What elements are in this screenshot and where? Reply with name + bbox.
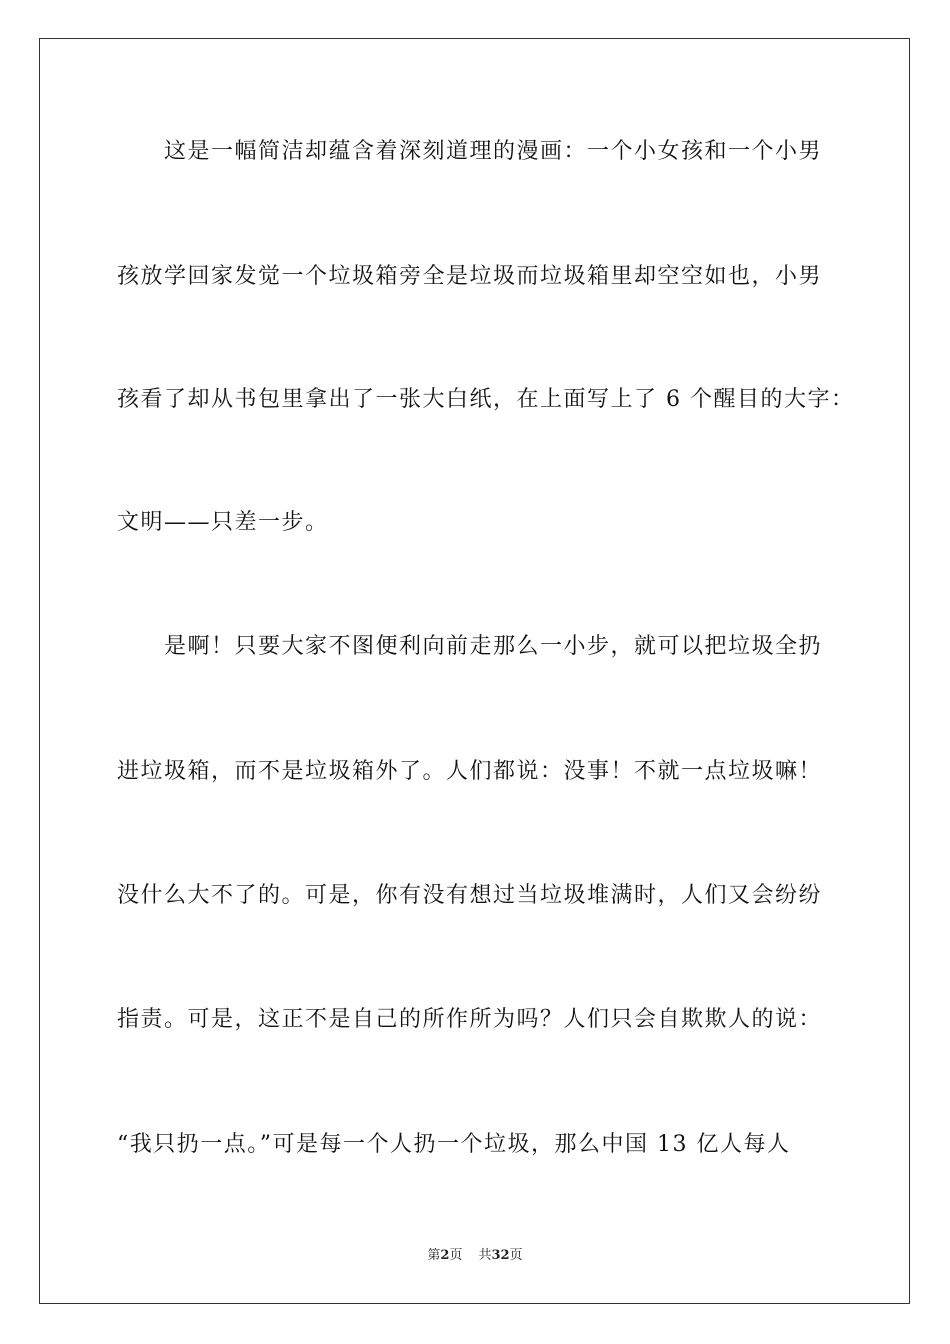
paragraph-1-line-2: 孩放学回家发觉一个垃圾箱旁全是垃圾而垃圾箱里却空空如也，小男 [117,264,823,289]
total-label-suffix: 页 [509,1248,523,1263]
total-pages: 32 [491,1248,510,1263]
page-number: 2 [440,1248,450,1263]
paragraph-2-line-4: 指责。可是，这正不是自己的所作所为吗？人们只会自欺欺人的说： [117,1007,823,1032]
paragraph-2-line-1: 是啊！只要大家不图便利向前走那么一小步，就可以把垃圾全扔 [164,634,823,659]
page-label-suffix: 页 [449,1248,463,1263]
paragraph-2-line-3: 没什么大不了的。可是，你有没有想过当垃圾堆满时，人们又会纷纷 [117,883,823,908]
page-footer [0,1247,950,1265]
paragraph-2-line-2: 进垃圾箱，而不是垃圾箱外了。人们都说：没事！不就一点垃圾嘛！ [117,759,823,784]
paragraph-1-line-3: 孩看了却从书包里拿出了一张大白纸，在上面写上了 6 个醒目的大字： [117,387,855,412]
total-label-prefix: 共 [478,1248,492,1263]
paragraph-1-line-1: 这是一幅简洁却蕴含着深刻道理的漫画：一个小女孩和一个小男 [164,139,823,164]
paragraph-2-line-5: “我只扔一点。”可是每一个人扔一个垃圾，那么中国 13 亿人每人 [117,1132,791,1157]
page-border [39,38,910,1304]
paragraph-1-line-4: 文明——只差一步。 [117,510,329,535]
page-label-prefix: 第 [427,1248,441,1263]
